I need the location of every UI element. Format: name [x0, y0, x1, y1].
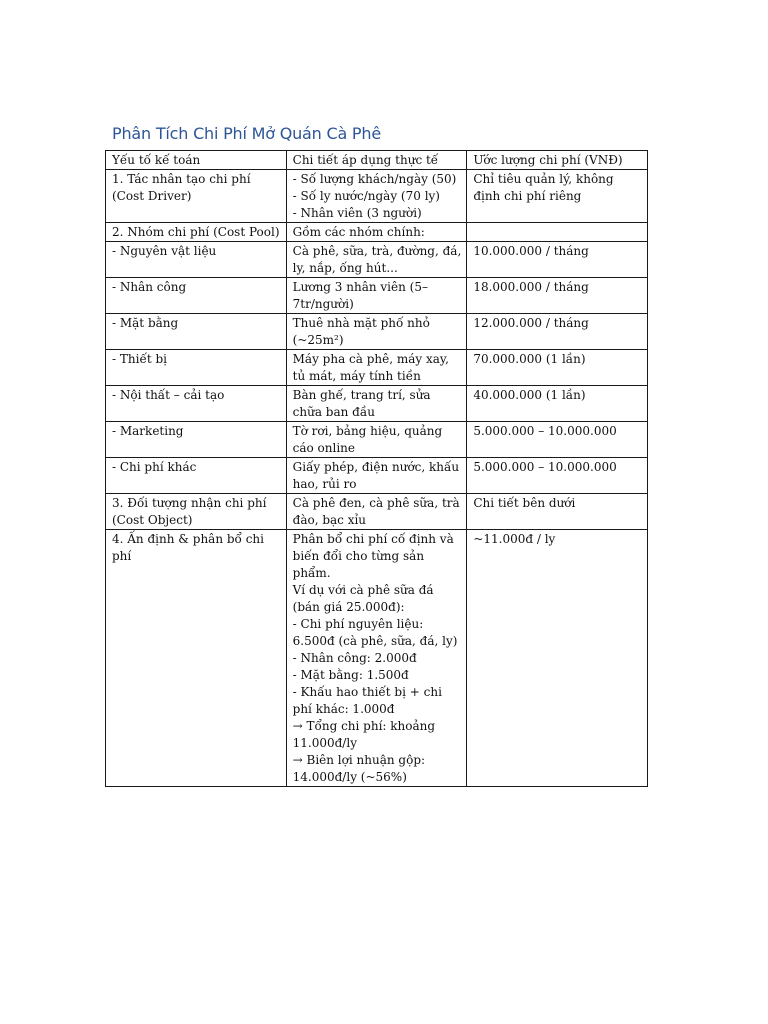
- cell-detail: [286, 458, 467, 494]
- cell-estimate: ~11.000đ / ly: [467, 530, 648, 787]
- detail-line: - Số lượng khách/ngày (50): [292, 172, 457, 186]
- cell-detail: [286, 314, 467, 350]
- cell-estimate: Chỉ tiêu quản lý, không định chi phí riêng: [467, 170, 648, 223]
- cell-detail: [286, 223, 467, 242]
- detail-line: - Nhân viên (3 người): [292, 206, 422, 220]
- detail-line: - Nhân công: 2.000đ: [292, 651, 417, 665]
- table-row: [106, 494, 648, 530]
- cell-detail: [286, 242, 467, 278]
- table-row: [106, 422, 648, 458]
- cell-factor: - Nguyên vật liệu: [106, 242, 287, 278]
- table-row: [106, 223, 648, 242]
- detail-line: - Khấu hao thiết bị + chi phí khác: 1.000đ: [292, 685, 442, 716]
- cell-detail: [286, 422, 467, 458]
- table-row: [106, 386, 648, 422]
- detail-line: Gồm các nhóm chính:: [292, 225, 425, 239]
- detail-line: - Mặt bằng: 1.500đ: [292, 668, 409, 682]
- cell-estimate: 5.000.000 – 10.000.000: [467, 458, 648, 494]
- detail-line: → Tổng chi phí: khoảng 11.000đ/ly: [292, 719, 436, 750]
- table-row: [106, 314, 648, 350]
- detail-line: Ví dụ với cà phê sữa đá (bán giá 25.000đ):: [292, 583, 434, 614]
- cell-factor: - Nhân công: [106, 278, 287, 314]
- cell-estimate: 40.000.000 (1 lần): [467, 386, 648, 422]
- cell-factor: 3. Đối tượng nhận chi phí (Cost Object): [106, 494, 287, 530]
- cell-detail: [286, 386, 467, 422]
- detail-line: Bàn ghế, trang trí, sửa chữa ban đầu: [292, 388, 431, 419]
- detail-line: Lương 3 nhân viên (5–7tr/người): [292, 280, 428, 311]
- header-cell-detail: Chi tiết áp dụng thực tế: [286, 151, 467, 170]
- detail-line: - Số ly nước/ngày (70 ly): [292, 189, 440, 203]
- detail-line: Cà phê đen, cà phê sữa, trà đào, bạc xỉu: [292, 496, 460, 527]
- table-row: [106, 242, 648, 278]
- detail-line: - Chi phí nguyên liệu: 6.500đ (cà phê, sữa, đá, ly): [292, 617, 458, 648]
- cell-detail: [286, 530, 467, 787]
- cell-estimate: [467, 223, 648, 242]
- detail-line: Máy pha cà phê, máy xay, tủ mát, máy tính tiền: [292, 352, 449, 383]
- detail-line: Giấy phép, điện nước, khấu hao, rủi ro: [292, 460, 460, 491]
- cell-estimate: 12.000.000 / tháng: [467, 314, 648, 350]
- cell-factor: 4. Ấn định & phân bổ chi phí: [106, 530, 287, 787]
- cell-factor: - Thiết bị: [106, 350, 287, 386]
- header-cell-estimate: Ước lượng chi phí (VNĐ): [467, 151, 648, 170]
- cell-estimate: Chi tiết bên dưới: [467, 494, 648, 530]
- cell-detail: [286, 350, 467, 386]
- cost-analysis-table: [105, 150, 648, 787]
- cell-estimate: 18.000.000 / tháng: [467, 278, 648, 314]
- cell-factor: 1. Tác nhân tạo chi phí (Cost Driver): [106, 170, 287, 223]
- table-header-row: [106, 151, 648, 170]
- detail-line: Thuê nhà mặt phố nhỏ (~25m²): [292, 316, 430, 347]
- cell-estimate: 5.000.000 – 10.000.000: [467, 422, 648, 458]
- page-title: Phân Tích Chi Phí Mở Quán Cà Phê: [112, 124, 381, 143]
- detail-line: Phân bổ chi phí cố định và biến đổi cho từng sản phẩm.: [292, 532, 454, 580]
- header-cell-factor: Yếu tố kế toán: [106, 151, 287, 170]
- cell-detail: [286, 170, 467, 223]
- cell-estimate: 70.000.000 (1 lần): [467, 350, 648, 386]
- table-row: [106, 170, 648, 223]
- cell-detail: [286, 278, 467, 314]
- cell-factor: - Marketing: [106, 422, 287, 458]
- detail-line: Cà phê, sữa, trà, đường, đá, ly, nắp, ống hút...: [292, 244, 462, 275]
- table-row: [106, 530, 648, 787]
- cell-estimate: 10.000.000 / tháng: [467, 242, 648, 278]
- cell-factor: 2. Nhóm chi phí (Cost Pool): [106, 223, 287, 242]
- cell-detail: [286, 494, 467, 530]
- table-row: [106, 458, 648, 494]
- detail-line: → Biên lợi nhuận gộp: 14.000đ/ly (~56%): [292, 753, 426, 784]
- cell-factor: - Nội thất – cải tạo: [106, 386, 287, 422]
- table-row: [106, 278, 648, 314]
- detail-line: Tờ rơi, bảng hiệu, quảng cáo online: [292, 424, 443, 455]
- table-body: [106, 151, 648, 787]
- table-row: [106, 350, 648, 386]
- cell-factor: - Mặt bằng: [106, 314, 287, 350]
- cell-factor: - Chi phí khác: [106, 458, 287, 494]
